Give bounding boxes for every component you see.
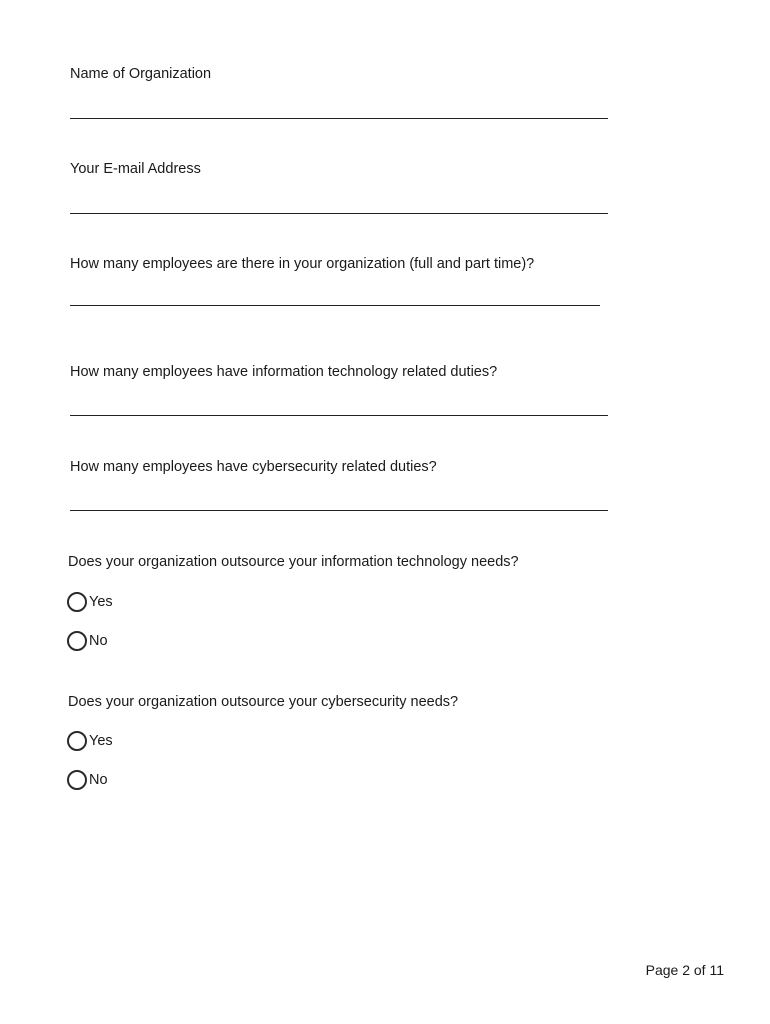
- outsource-cyber-no-label: No: [89, 772, 108, 788]
- outsource-it-yes-label: Yes: [89, 594, 113, 610]
- employees-cyber-label: How many employees have cybersecurity related duties?: [70, 459, 437, 475]
- email-label: Your E-mail Address: [70, 161, 201, 177]
- outsource-cyber-question: Does your organization outsource your cybersecurity needs?: [68, 694, 459, 710]
- outsource-it-no-label: No: [89, 633, 108, 649]
- outsource-cyber-no-radio[interactable]: [67, 770, 87, 790]
- outsource-it-option-yes[interactable]: [67, 590, 113, 614]
- employees-total-field[interactable]: [70, 305, 600, 306]
- outsource-it-no-radio[interactable]: [67, 631, 87, 651]
- org-name-label: Name of Organization: [70, 66, 212, 82]
- employees-total-label: How many employees are there in your organization (full and part time)?: [70, 256, 535, 272]
- outsource-it-option-no[interactable]: [67, 629, 108, 653]
- page-indicator: Page 2 of 11: [645, 962, 724, 978]
- outsource-cyber-yes-label: Yes: [89, 733, 113, 749]
- outsource-cyber-yes-radio[interactable]: [67, 731, 87, 751]
- employees-it-field[interactable]: [70, 415, 608, 416]
- outsource-it-yes-radio[interactable]: [67, 592, 87, 612]
- email-field[interactable]: [70, 213, 608, 214]
- outsource-it-question: Does your organization outsource your information technology needs?: [68, 554, 519, 570]
- employees-cyber-field[interactable]: [70, 510, 608, 511]
- employees-it-label: How many employees have information technology related duties?: [70, 364, 498, 380]
- org-name-field[interactable]: [70, 118, 608, 119]
- outsource-cyber-option-yes[interactable]: [67, 729, 113, 753]
- outsource-cyber-option-no[interactable]: [67, 768, 108, 792]
